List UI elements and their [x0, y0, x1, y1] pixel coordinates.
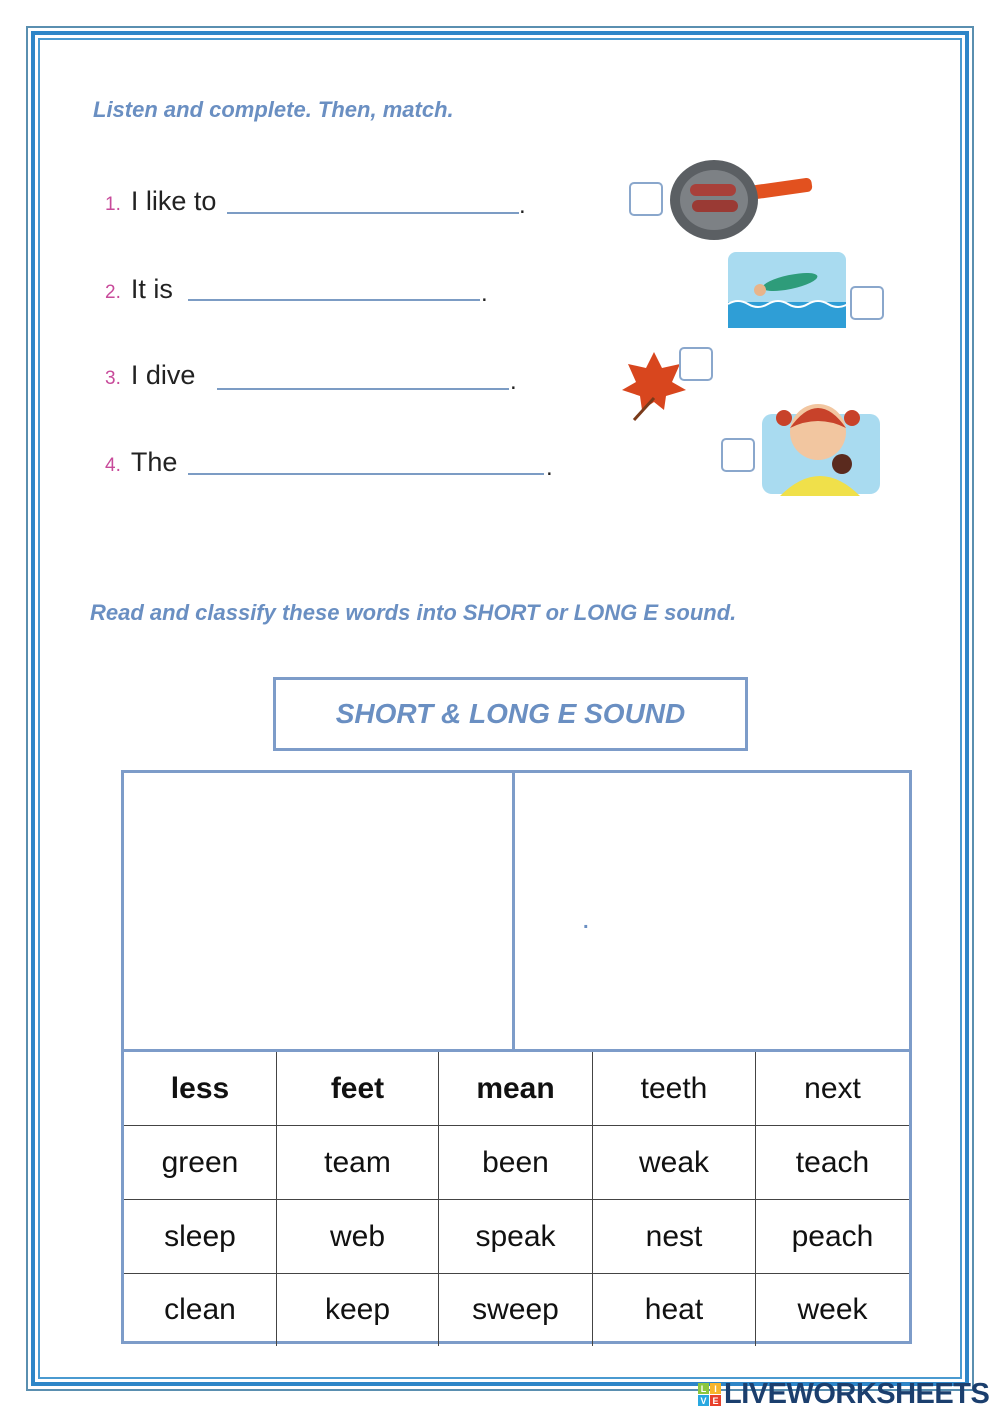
logo-text: LIVEWORKSHEETS [724, 1378, 990, 1410]
word-card[interactable]: keep [277, 1274, 439, 1346]
period: . [481, 280, 488, 307]
word-card[interactable]: clean [124, 1274, 277, 1346]
word-card[interactable]: been [439, 1126, 593, 1200]
period: . [510, 368, 517, 395]
girl-eating-cupcake-image [762, 388, 880, 496]
word-card[interactable]: weak [593, 1126, 756, 1200]
long-e-drop-zone[interactable] [515, 773, 909, 1049]
item-2 [105, 274, 173, 305]
instruction-listen: Listen and complete. Then, match. [93, 97, 454, 122]
item-text: It is [130, 274, 173, 304]
word-card[interactable]: less [124, 1052, 277, 1126]
item-text: The [130, 447, 178, 477]
answer-blank-3[interactable] [217, 388, 509, 390]
word-card[interactable]: teach [756, 1126, 909, 1200]
item-1 [105, 186, 216, 217]
word-card[interactable]: feet [277, 1052, 439, 1126]
autumn-leaf-image [620, 348, 688, 422]
word-card[interactable]: mean [439, 1052, 593, 1126]
word-card[interactable]: speak [439, 1200, 593, 1274]
instruction-classify: Read and classify these words into SHORT or LONG E sound. [90, 600, 737, 625]
match-checkbox-2[interactable] [850, 286, 884, 320]
word-card[interactable]: green [124, 1126, 277, 1200]
logo-blocks-icon: L I V E [698, 1383, 721, 1406]
period: . [546, 454, 553, 481]
word-card[interactable]: week [797, 1293, 868, 1326]
word-card[interactable]: peach [756, 1200, 909, 1274]
word-card[interactable]: nest [593, 1200, 756, 1274]
short-e-drop-zone[interactable] [124, 773, 512, 1049]
word-card[interactable]: heat [593, 1274, 756, 1346]
item-text: I like to [130, 186, 217, 216]
match-checkbox-1[interactable] [629, 182, 663, 216]
item-number: 2. [105, 282, 121, 303]
item-number: 1. [105, 194, 121, 215]
item-number: 3. [105, 368, 121, 389]
answer-blank-2[interactable] [188, 299, 480, 301]
stray-dot: . [583, 911, 589, 933]
table-title: SHORT & LONG E SOUND [273, 677, 748, 751]
word-card[interactable]: team [277, 1126, 439, 1200]
word-card[interactable]: sleep [124, 1200, 277, 1274]
match-checkbox-3[interactable] [679, 347, 713, 381]
item-text: I dive [130, 360, 196, 390]
word-card[interactable]: web [277, 1200, 439, 1274]
word-bank [124, 1049, 909, 1346]
item-4 [105, 447, 177, 478]
word-card[interactable]: next [756, 1052, 909, 1126]
word-card[interactable]: sweep [439, 1274, 593, 1346]
answer-blank-1[interactable] [227, 212, 519, 214]
sausages-pan-image [668, 158, 816, 242]
answer-blank-4[interactable] [188, 473, 544, 475]
boy-diving-image [728, 252, 846, 328]
liveworksheets-logo [698, 1378, 989, 1411]
word-card[interactable]: teeth [593, 1052, 756, 1126]
classify-table [121, 770, 912, 1344]
item-3 [105, 360, 195, 391]
match-checkbox-4[interactable] [721, 438, 755, 472]
period: . [519, 192, 526, 219]
item-number: 4. [105, 455, 121, 476]
